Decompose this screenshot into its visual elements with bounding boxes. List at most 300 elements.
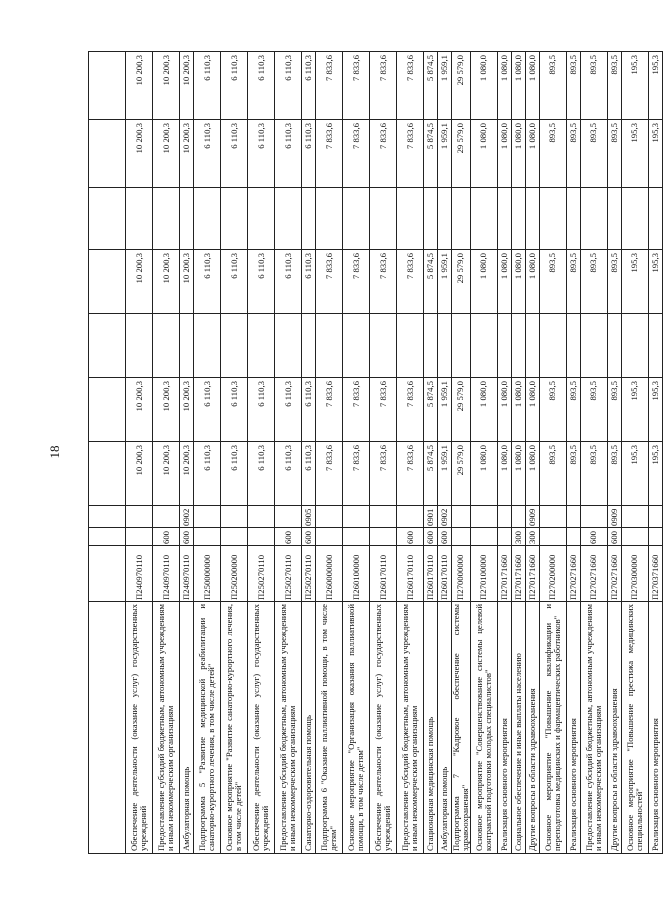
amount-cell [497, 314, 511, 378]
amount-cell: 10 200,3 [126, 120, 153, 188]
amount-cell: 10 200,3 [180, 52, 194, 120]
amount-cell: 7 833,6 [316, 52, 343, 120]
section-code-cell [470, 506, 497, 528]
section-code-cell: 0901 [424, 506, 438, 528]
amount-cell: 7 833,6 [343, 52, 370, 120]
target-code-cell: П270300000 [621, 546, 648, 602]
amount-cell: 1 080,0 [511, 442, 525, 506]
section-code-cell: 0909 [525, 506, 539, 528]
header-cell [89, 602, 126, 854]
section-code-cell [153, 506, 180, 528]
row-name-cell: Социальное обеспечение и иные выплаты населению [511, 602, 525, 854]
amount-cell: 1 080,0 [497, 442, 511, 506]
amount-cell: 6 110,3 [275, 378, 302, 442]
amount-cell: 7 833,6 [316, 442, 343, 506]
amount-cell [153, 188, 180, 250]
row-name-cell: Другие вопросы в области здравоохранения [607, 602, 621, 854]
amount-cell: 10 200,3 [126, 378, 153, 442]
target-code-cell: П240970110 [126, 546, 153, 602]
amount-cell: 5 874,5 [424, 52, 438, 120]
amount-cell: 1 080,0 [497, 52, 511, 120]
expense-type-cell: 600 [438, 528, 452, 546]
section-code-cell: 0902 [438, 506, 452, 528]
amount-cell [221, 188, 248, 250]
amount-cell: 7 833,6 [316, 250, 343, 314]
amount-cell [566, 314, 580, 378]
target-code-cell: П250270110 [302, 546, 316, 602]
amount-cell [511, 188, 525, 250]
section-code-cell [397, 506, 424, 528]
section-code-cell [566, 506, 580, 528]
table-row [316, 52, 343, 854]
amount-cell: 7 833,6 [397, 250, 424, 314]
amount-cell: 6 110,3 [248, 378, 275, 442]
table-row [370, 52, 397, 854]
amount-cell: 893,5 [607, 378, 621, 442]
amount-cell [452, 188, 471, 250]
section-code-cell [621, 506, 648, 528]
amount-cell: 7 833,6 [397, 52, 424, 120]
amount-cell: 7 833,6 [343, 120, 370, 188]
amount-cell: 6 110,3 [221, 442, 248, 506]
amount-cell [648, 188, 662, 250]
amount-cell: 195,3 [648, 442, 662, 506]
amount-cell [580, 188, 607, 250]
amount-cell: 1 080,0 [525, 120, 539, 188]
amount-cell [343, 314, 370, 378]
amount-cell [607, 188, 621, 250]
amount-cell: 29 579,0 [452, 52, 471, 120]
amount-cell [194, 314, 221, 378]
amount-cell: 893,5 [607, 442, 621, 506]
amount-cell: 1 080,0 [525, 52, 539, 120]
row-name-cell: Предоставление субсидий бюджетным, автономным учреждениям и иным некоммерческим организациям [580, 602, 607, 854]
table-row [153, 52, 180, 854]
amount-cell: 10 200,3 [126, 52, 153, 120]
amount-cell: 10 200,3 [126, 442, 153, 506]
amount-cell: 893,5 [539, 378, 566, 442]
amount-cell: 10 200,3 [153, 378, 180, 442]
row-name-cell: Амбулаторная помощь [180, 602, 194, 854]
expense-type-cell: 600 [275, 528, 302, 546]
amount-cell: 6 110,3 [194, 120, 221, 188]
table-row [302, 52, 316, 854]
amount-cell: 195,3 [621, 442, 648, 506]
amount-cell [539, 188, 566, 250]
target-code-cell: П260100000 [343, 546, 370, 602]
section-code-cell [580, 506, 607, 528]
amount-cell: 6 110,3 [302, 378, 316, 442]
expense-type-cell [539, 528, 566, 546]
amount-cell: 893,5 [566, 378, 580, 442]
expense-type-cell [452, 528, 471, 546]
expense-type-cell: 600 [180, 528, 194, 546]
row-name-cell: Основное мероприятие "Развитие санаторно-курортного лечения, в том числе детей" [221, 602, 248, 854]
amount-cell: 195,3 [648, 250, 662, 314]
target-code-cell: П270200000 [539, 546, 566, 602]
amount-cell [438, 314, 452, 378]
section-code-cell [275, 506, 302, 528]
row-name-cell: Амбулаторная помощь [438, 602, 452, 854]
amount-cell: 195,3 [648, 378, 662, 442]
expense-type-cell: 300 [511, 528, 525, 546]
amount-cell [607, 314, 621, 378]
amount-cell: 1 959,1 [438, 52, 452, 120]
amount-cell: 6 110,3 [194, 250, 221, 314]
amount-cell: 6 110,3 [302, 52, 316, 120]
amount-cell [470, 188, 497, 250]
amount-cell [275, 188, 302, 250]
amount-cell: 6 110,3 [302, 120, 316, 188]
rotated-page-content [88, 52, 660, 854]
expense-type-cell [316, 528, 343, 546]
target-code-cell: П270100000 [470, 546, 497, 602]
amount-cell: 7 833,6 [343, 442, 370, 506]
target-code-cell: П270171660 [497, 546, 511, 602]
amount-cell: 893,5 [566, 442, 580, 506]
amount-cell: 7 833,6 [370, 250, 397, 314]
amount-cell [525, 314, 539, 378]
target-code-cell: П250270110 [275, 546, 302, 602]
amount-cell [621, 188, 648, 250]
table-row [511, 52, 525, 854]
amount-cell [470, 314, 497, 378]
header-cell [89, 52, 126, 120]
row-name-cell: Подпрограмма 7 "Кадровое обеспечение системы здравоохранения" [452, 602, 471, 854]
amount-cell: 7 833,6 [370, 120, 397, 188]
amount-cell: 893,5 [539, 250, 566, 314]
row-name-cell: Предоставление субсидий бюджетным, автономным учреждениям и иным некоммерческим организациям [153, 602, 180, 854]
row-name-cell: Реализация основного мероприятия [648, 602, 662, 854]
amount-cell: 1 959,1 [438, 378, 452, 442]
amount-cell [539, 314, 566, 378]
section-code-cell [511, 506, 525, 528]
amount-cell: 1 959,1 [438, 120, 452, 188]
target-code-cell: П260170110 [438, 546, 452, 602]
table-row [221, 52, 248, 854]
target-code-cell: П250200000 [221, 546, 248, 602]
expense-type-cell [126, 528, 153, 546]
header-cell [89, 546, 126, 602]
table-header-row [89, 52, 126, 854]
amount-cell: 7 833,6 [316, 120, 343, 188]
target-code-cell: П240970110 [180, 546, 194, 602]
amount-cell: 1 080,0 [511, 250, 525, 314]
amount-cell: 6 110,3 [248, 120, 275, 188]
amount-cell: 10 200,3 [153, 250, 180, 314]
amount-cell [316, 188, 343, 250]
amount-cell [580, 314, 607, 378]
page-number: 18 [47, 445, 62, 459]
amount-cell: 29 579,0 [452, 442, 471, 506]
expense-type-cell [221, 528, 248, 546]
row-name-cell: Другие вопросы в области здравоохранения [525, 602, 539, 854]
amount-cell: 195,3 [621, 250, 648, 314]
header-cell [89, 378, 126, 442]
amount-cell: 7 833,6 [343, 378, 370, 442]
amount-cell: 6 110,3 [275, 250, 302, 314]
target-code-cell: П270171660 [511, 546, 525, 602]
amount-cell: 893,5 [566, 120, 580, 188]
amount-cell: 893,5 [607, 120, 621, 188]
amount-cell: 7 833,6 [397, 378, 424, 442]
amount-cell: 6 110,3 [275, 52, 302, 120]
expense-type-cell [370, 528, 397, 546]
section-code-cell [126, 506, 153, 528]
section-code-cell [316, 506, 343, 528]
amount-cell: 893,5 [580, 52, 607, 120]
expense-type-cell [648, 528, 662, 546]
table-row [180, 52, 194, 854]
amount-cell: 29 579,0 [452, 120, 471, 188]
amount-cell: 1 080,0 [470, 250, 497, 314]
row-name-cell: Основное мероприятие "Совершенствование системы целевой контрактной подготовки молодых специалистов" [470, 602, 497, 854]
amount-cell: 893,5 [539, 442, 566, 506]
amount-cell: 6 110,3 [221, 378, 248, 442]
amount-cell: 893,5 [539, 52, 566, 120]
target-code-cell: П260170110 [424, 546, 438, 602]
table-row [126, 52, 153, 854]
amount-cell [194, 188, 221, 250]
amount-cell [370, 314, 397, 378]
amount-cell: 1 080,0 [511, 52, 525, 120]
amount-cell: 6 110,3 [248, 250, 275, 314]
amount-cell: 10 200,3 [126, 250, 153, 314]
amount-cell [566, 188, 580, 250]
amount-cell [302, 314, 316, 378]
amount-cell [248, 188, 275, 250]
amount-cell: 6 110,3 [248, 442, 275, 506]
expense-type-cell: 300 [525, 528, 539, 546]
amount-cell: 6 110,3 [275, 442, 302, 506]
amount-cell [343, 188, 370, 250]
amount-cell [424, 314, 438, 378]
table-row [525, 52, 539, 854]
header-cell [89, 120, 126, 188]
amount-cell: 10 200,3 [180, 250, 194, 314]
row-name-cell: Подпрограмма 6 "Оказание паллиативной помощи, в том числе детям" [316, 602, 343, 854]
amount-cell [621, 314, 648, 378]
section-code-cell [648, 506, 662, 528]
amount-cell: 10 200,3 [153, 52, 180, 120]
amount-cell [397, 188, 424, 250]
row-name-cell: Обеспечение деятельности (оказание услуг) государственных учреждений [126, 602, 153, 854]
amount-cell: 5 874,5 [424, 120, 438, 188]
amount-cell: 1 080,0 [525, 250, 539, 314]
table-row [470, 52, 497, 854]
amount-cell [438, 188, 452, 250]
amount-cell: 7 833,6 [397, 442, 424, 506]
header-cell [89, 314, 126, 378]
expense-type-cell: 600 [580, 528, 607, 546]
target-code-cell: П270000000 [452, 546, 471, 602]
amount-cell: 29 579,0 [452, 250, 471, 314]
amount-cell [126, 188, 153, 250]
amount-cell: 6 110,3 [302, 442, 316, 506]
amount-cell: 893,5 [607, 250, 621, 314]
amount-cell: 1 080,0 [470, 378, 497, 442]
table-row [275, 52, 302, 854]
amount-cell [180, 314, 194, 378]
section-code-cell: 0905 [302, 506, 316, 528]
target-code-cell: П270271660 [580, 546, 607, 602]
row-name-cell: Обеспечение деятельности (оказание услуг) государственных учреждений [370, 602, 397, 854]
amount-cell [153, 314, 180, 378]
amount-cell: 195,3 [621, 120, 648, 188]
row-name-cell: Подпрограмма 5 "Развитие медицинской реабилитации и санаторно-курортного лечения, в том числе детей" [194, 602, 221, 854]
amount-cell: 7 833,6 [370, 442, 397, 506]
amount-cell: 893,5 [580, 120, 607, 188]
expense-type-cell [497, 528, 511, 546]
amount-cell: 6 110,3 [221, 250, 248, 314]
amount-cell: 195,3 [648, 52, 662, 120]
target-code-cell: П240970110 [153, 546, 180, 602]
budget-table [88, 51, 663, 854]
amount-cell: 195,3 [648, 120, 662, 188]
amount-cell: 1 959,1 [438, 442, 452, 506]
amount-cell: 6 110,3 [221, 120, 248, 188]
expense-type-cell [343, 528, 370, 546]
target-code-cell: П250000000 [194, 546, 221, 602]
amount-cell: 6 110,3 [248, 52, 275, 120]
table-row [566, 52, 580, 854]
row-name-cell: Реализация основного мероприятия [566, 602, 580, 854]
target-code-cell: П260170110 [370, 546, 397, 602]
amount-cell: 7 833,6 [343, 250, 370, 314]
amount-cell: 6 110,3 [194, 442, 221, 506]
target-code-cell: П270271660 [607, 546, 621, 602]
amount-cell: 1 080,0 [470, 120, 497, 188]
row-name-cell: Предоставление субсидий бюджетным, автономным учреждениям и иным некоммерческим организациям [397, 602, 424, 854]
table-row [343, 52, 370, 854]
amount-cell: 893,5 [580, 250, 607, 314]
table-row [424, 52, 438, 854]
amount-cell: 893,5 [539, 120, 566, 188]
expense-type-cell: 600 [302, 528, 316, 546]
amount-cell: 893,5 [607, 52, 621, 120]
amount-cell [302, 188, 316, 250]
expense-type-cell: 600 [397, 528, 424, 546]
amount-cell: 10 200,3 [153, 442, 180, 506]
amount-cell [511, 314, 525, 378]
section-code-cell [194, 506, 221, 528]
amount-cell [275, 314, 302, 378]
table-body [89, 52, 663, 854]
amount-cell: 1 080,0 [470, 52, 497, 120]
section-code-cell: 0909 [607, 506, 621, 528]
header-cell [89, 506, 126, 528]
amount-cell [180, 188, 194, 250]
expense-type-cell [194, 528, 221, 546]
amount-cell: 1 080,0 [525, 442, 539, 506]
row-name-cell: Основное мероприятие "Организация оказания паллиативной помощи, в том числе детям" [343, 602, 370, 854]
amount-cell [424, 188, 438, 250]
amount-cell: 5 874,5 [424, 250, 438, 314]
row-name-cell: Стационарная медицинская помощь [424, 602, 438, 854]
section-code-cell [248, 506, 275, 528]
target-code-cell: П270371660 [648, 546, 662, 602]
amount-cell: 7 833,6 [370, 378, 397, 442]
expense-type-cell [621, 528, 648, 546]
amount-cell: 29 579,0 [452, 378, 471, 442]
section-code-cell: 0902 [180, 506, 194, 528]
amount-cell: 893,5 [566, 250, 580, 314]
amount-cell [397, 314, 424, 378]
section-code-cell [370, 506, 397, 528]
amount-cell: 1 080,0 [511, 120, 525, 188]
row-name-cell: Предоставление субсидий бюджетным, автономным учреждениям и иным некоммерческим организациям [275, 602, 302, 854]
amount-cell: 10 200,3 [180, 378, 194, 442]
expense-type-cell: 600 [153, 528, 180, 546]
expense-type-cell [566, 528, 580, 546]
amount-cell [452, 314, 471, 378]
amount-cell [497, 188, 511, 250]
amount-cell: 7 833,6 [370, 52, 397, 120]
header-cell [89, 250, 126, 314]
amount-cell: 893,5 [566, 52, 580, 120]
amount-cell: 195,3 [621, 378, 648, 442]
amount-cell: 1 080,0 [497, 120, 511, 188]
amount-cell [648, 314, 662, 378]
header-cell [89, 528, 126, 546]
amount-cell: 6 110,3 [194, 52, 221, 120]
amount-cell [248, 314, 275, 378]
target-code-cell: П270271660 [566, 546, 580, 602]
table-row [438, 52, 452, 854]
section-code-cell [452, 506, 471, 528]
row-name-cell: Обеспечение деятельности (оказание услуг) государственных учреждений [248, 602, 275, 854]
section-code-cell [497, 506, 511, 528]
amount-cell [525, 188, 539, 250]
table-row [452, 52, 471, 854]
table-row [539, 52, 566, 854]
table-row [621, 52, 648, 854]
amount-cell: 1 080,0 [525, 378, 539, 442]
expense-type-cell: 600 [607, 528, 621, 546]
table-row [248, 52, 275, 854]
target-code-cell: П250270110 [248, 546, 275, 602]
amount-cell: 7 833,6 [397, 120, 424, 188]
amount-cell: 6 110,3 [194, 378, 221, 442]
amount-cell: 5 874,5 [424, 442, 438, 506]
target-code-cell: П260000000 [316, 546, 343, 602]
amount-cell: 6 110,3 [275, 120, 302, 188]
table-row [397, 52, 424, 854]
table-row [497, 52, 511, 854]
section-code-cell [539, 506, 566, 528]
header-cell [89, 442, 126, 506]
amount-cell: 893,5 [580, 442, 607, 506]
table-row [648, 52, 662, 854]
expense-type-cell [470, 528, 497, 546]
amount-cell: 1 959,1 [438, 250, 452, 314]
table-row [194, 52, 221, 854]
expense-type-cell: 600 [424, 528, 438, 546]
table-row [580, 52, 607, 854]
row-name-cell: Реализация основного мероприятия [497, 602, 511, 854]
target-code-cell: П260170110 [397, 546, 424, 602]
amount-cell: 1 080,0 [511, 378, 525, 442]
amount-cell: 195,3 [621, 52, 648, 120]
amount-cell [126, 314, 153, 378]
row-name-cell: Основное мероприятие "Повышение престижа медицинских специальностей" [621, 602, 648, 854]
table-row [607, 52, 621, 854]
header-cell [89, 188, 126, 250]
amount-cell: 5 874,5 [424, 378, 438, 442]
row-name-cell: Основное мероприятие "Повышение квалификации и переподготовка медицинских и фармацевтических работников" [539, 602, 566, 854]
amount-cell: 1 080,0 [497, 250, 511, 314]
amount-cell [316, 314, 343, 378]
